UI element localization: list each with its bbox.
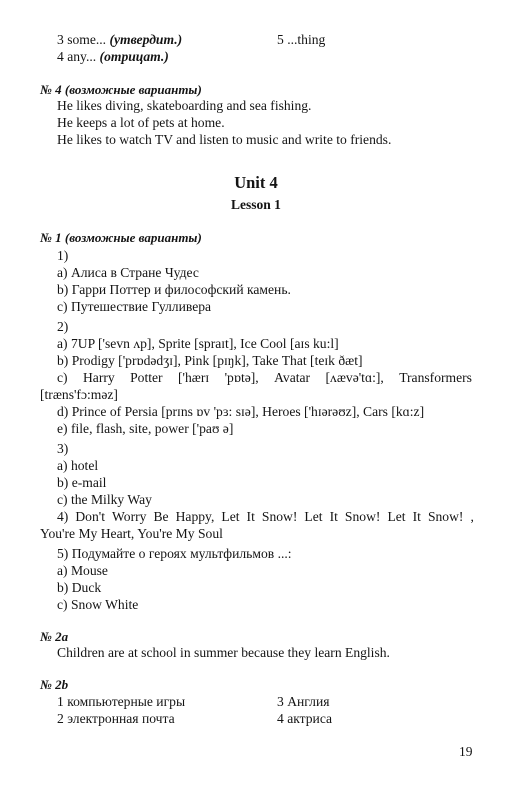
exercise-2a-text: Children are at school in summer because they learn English. bbox=[57, 645, 390, 660]
word: It bbox=[329, 509, 338, 524]
word: Let bbox=[387, 509, 406, 524]
list-item-justified bbox=[57, 508, 474, 525]
list-item: a) Mouse bbox=[57, 563, 108, 578]
lesson-title: Lesson 1 bbox=[231, 197, 281, 212]
top-line-4-text: 4 any... bbox=[57, 49, 97, 64]
list-item: e) file, flash, site, power ['paʊ ə] bbox=[57, 421, 234, 436]
top-line-3-note: (утвердит.) bbox=[109, 32, 183, 47]
exercise-4-line: He keeps a lot of pets at home. bbox=[57, 115, 225, 130]
word: Snow! bbox=[261, 509, 298, 524]
word: c) bbox=[57, 370, 68, 385]
group-1-label: 1) bbox=[57, 248, 69, 263]
word: , bbox=[470, 509, 474, 524]
word: Potter bbox=[130, 370, 163, 385]
list-item: a) 7UP ['sevn ʌp], Sprite [spraɪt], Ice Cool [aɪs ku:l] bbox=[57, 336, 339, 351]
exercise-4-line: He likes diving, skateboarding and sea fishing. bbox=[57, 98, 312, 113]
list-item: a) hotel bbox=[57, 458, 99, 473]
group-5-label: 5) Подумайте о героях мультфильмов ...: bbox=[57, 546, 292, 561]
top-line-3 bbox=[57, 31, 182, 48]
word: Worry bbox=[112, 509, 147, 524]
word: Transformers bbox=[399, 370, 472, 385]
list-item-justified bbox=[57, 369, 472, 386]
list-item: d) Prince of Persia [prɪns ɒv 'pɜ: sɪə], Heroes ['hɪərəʊz], Cars [kɑ:z] bbox=[57, 404, 425, 419]
word: ['hærɪ bbox=[178, 370, 210, 385]
word: [ʌævə'tɑ:], bbox=[325, 370, 384, 385]
exercise-4-line: He likes to watch TV and listen to music and write to friends. bbox=[57, 132, 392, 147]
exercise-2b-header: № 2b bbox=[40, 677, 69, 692]
group-2-label: 2) bbox=[57, 319, 69, 334]
exercise-2b-item: 3 Англия bbox=[277, 694, 330, 709]
word: 'pɒtə], bbox=[224, 370, 259, 385]
word: Don't bbox=[75, 509, 105, 524]
list-item: a) Алиса в Стране Чудес bbox=[57, 265, 199, 280]
list-item: c) Snow White bbox=[57, 597, 139, 612]
top-line-4 bbox=[57, 48, 169, 65]
word: Happy, bbox=[175, 509, 215, 524]
unit-title: Unit 4 bbox=[234, 173, 278, 192]
word: Snow! bbox=[344, 509, 381, 524]
exercise-2a-header: № 2a bbox=[40, 629, 69, 644]
top-line-4-note: (отрицат.) bbox=[99, 49, 169, 64]
word: Let bbox=[221, 509, 240, 524]
word: It bbox=[246, 509, 255, 524]
list-item-continuation: You're My Heart, You're My Soul bbox=[40, 526, 223, 541]
list-item-continuation: [træns'fɔ:məz] bbox=[40, 387, 118, 402]
list-item: c) the Milky Way bbox=[57, 492, 152, 507]
exercise-2b-item: 4 актриса bbox=[277, 711, 333, 726]
list-item: c) Путешествие Гулливера bbox=[57, 299, 212, 314]
exercise-2b-item: 2 электронная почта bbox=[57, 711, 175, 726]
list-item: b) Duck bbox=[57, 580, 102, 595]
page-number: 19 bbox=[459, 744, 473, 759]
word: Snow! bbox=[427, 509, 464, 524]
word: Let bbox=[304, 509, 323, 524]
word: 4) bbox=[57, 509, 69, 524]
list-item: b) e-mail bbox=[57, 475, 107, 490]
top-right-5: 5 ...thing bbox=[277, 32, 326, 47]
list-item: b) Prodigy ['prɒdədʒɪ], Pink [pɪŋk], Take That [teɪk ðæt] bbox=[57, 353, 363, 368]
exercise-1-header: № 1 (возможные варианты) bbox=[40, 230, 202, 245]
word: Harry bbox=[82, 370, 115, 385]
list-item: b) Гарри Поттер и философский камень. bbox=[57, 282, 291, 297]
exercise-2b-item: 1 компьютерные игры bbox=[57, 694, 186, 709]
word: It bbox=[412, 509, 421, 524]
word: Be bbox=[153, 509, 169, 524]
word: Avatar bbox=[274, 370, 311, 385]
top-line-3-text: 3 some... bbox=[57, 32, 107, 47]
exercise-4-header: № 4 (возможные варианты) bbox=[40, 82, 202, 97]
group-3-label: 3) bbox=[57, 441, 69, 456]
